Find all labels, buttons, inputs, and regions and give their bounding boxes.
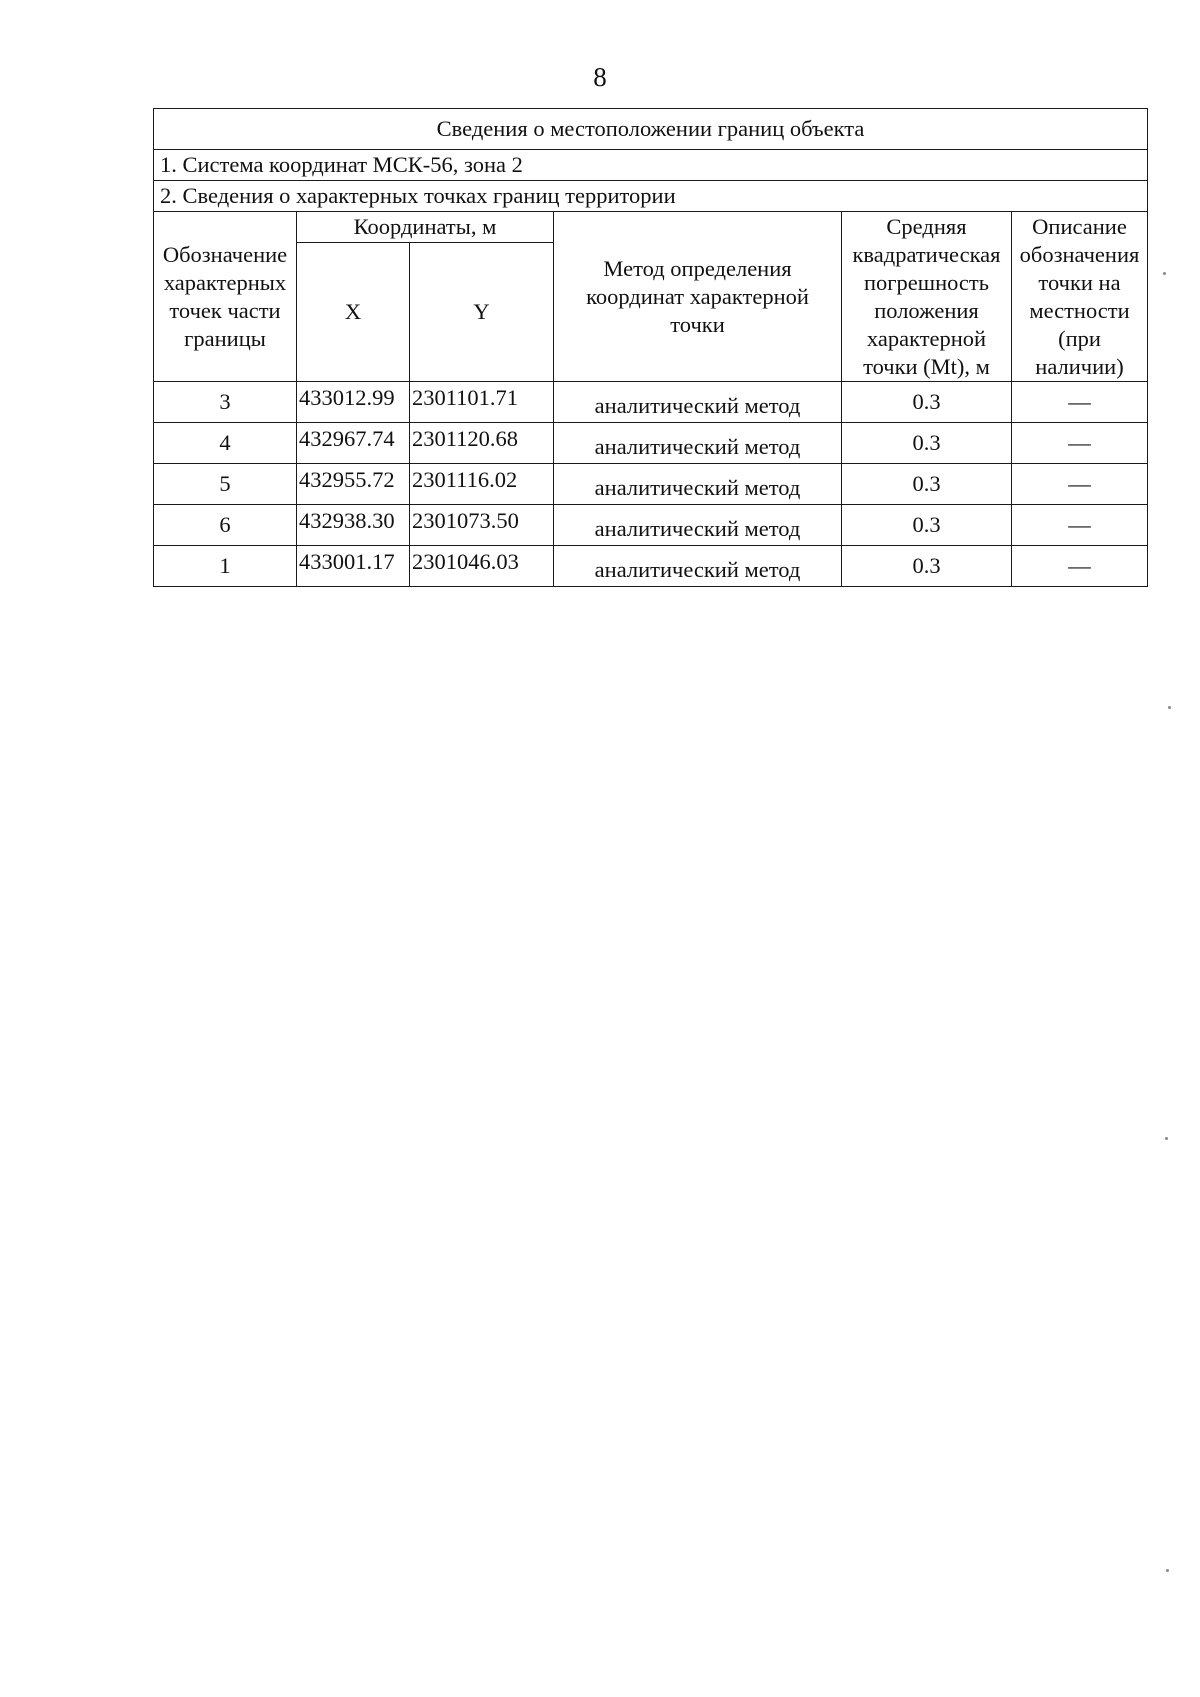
cell-description: —: [1012, 505, 1148, 546]
header-method: Метод определения координат характерной точки: [554, 212, 842, 382]
cell-x: 432967.74: [297, 423, 410, 464]
header-description: Описание обозначения точки на местности (при наличии): [1012, 212, 1148, 382]
scan-speck: [1168, 706, 1171, 709]
cell-y: 2301073.50: [410, 505, 554, 546]
table-row: [154, 505, 1148, 546]
cell-method: аналитический метод: [554, 546, 842, 587]
header-error: Средняя квадратическая погрешность положения характерной точки (Mt), м: [842, 212, 1012, 382]
points-info-row: 2. Сведения о характерных точках границ территории: [154, 181, 1148, 212]
cell-description: —: [1012, 382, 1148, 423]
coordinate-system-row: 1. Система координат МСК-56, зона 2: [154, 150, 1148, 181]
cell-y: 2301101.71: [410, 382, 554, 423]
page-number: 8: [593, 62, 607, 92]
cell-error: 0.3: [842, 464, 1012, 505]
cell-error: 0.3: [842, 505, 1012, 546]
cell-y: 2301116.02: [410, 464, 554, 505]
cell-y: 2301046.03: [410, 546, 554, 587]
table-row: [154, 464, 1148, 505]
cell-description: —: [1012, 464, 1148, 505]
cell-point: 6: [154, 505, 297, 546]
table-row: [154, 546, 1148, 587]
scan-speck: [1165, 1137, 1168, 1140]
header-x: X: [297, 243, 410, 382]
boundary-table: [153, 108, 1148, 587]
cell-y: 2301120.68: [410, 423, 554, 464]
cell-error: 0.3: [842, 382, 1012, 423]
cell-error: 0.3: [842, 423, 1012, 464]
scan-speck: [1163, 272, 1166, 275]
cell-x: 433012.99: [297, 382, 410, 423]
cell-x: 432955.72: [297, 464, 410, 505]
cell-description: —: [1012, 546, 1148, 587]
scan-speck: [1166, 1569, 1169, 1572]
cell-point: 3: [154, 382, 297, 423]
header-y: Y: [410, 243, 554, 382]
cell-x: 432938.30: [297, 505, 410, 546]
cell-method: аналитический метод: [554, 382, 842, 423]
header-point-designation: Обозначение характерных точек части границы: [154, 212, 297, 382]
cell-method: аналитический метод: [554, 505, 842, 546]
table-row: [154, 423, 1148, 464]
cell-point: 5: [154, 464, 297, 505]
cell-method: аналитический метод: [554, 423, 842, 464]
table-title: Сведения о местоположении границ объекта: [154, 109, 1148, 150]
header-coordinates: Координаты, м: [297, 212, 554, 243]
cell-point: 4: [154, 423, 297, 464]
cell-x: 433001.17: [297, 546, 410, 587]
cell-point: 1: [154, 546, 297, 587]
cell-method: аналитический метод: [554, 464, 842, 505]
cell-error: 0.3: [842, 546, 1012, 587]
table-row: [154, 382, 1148, 423]
cell-description: —: [1012, 423, 1148, 464]
